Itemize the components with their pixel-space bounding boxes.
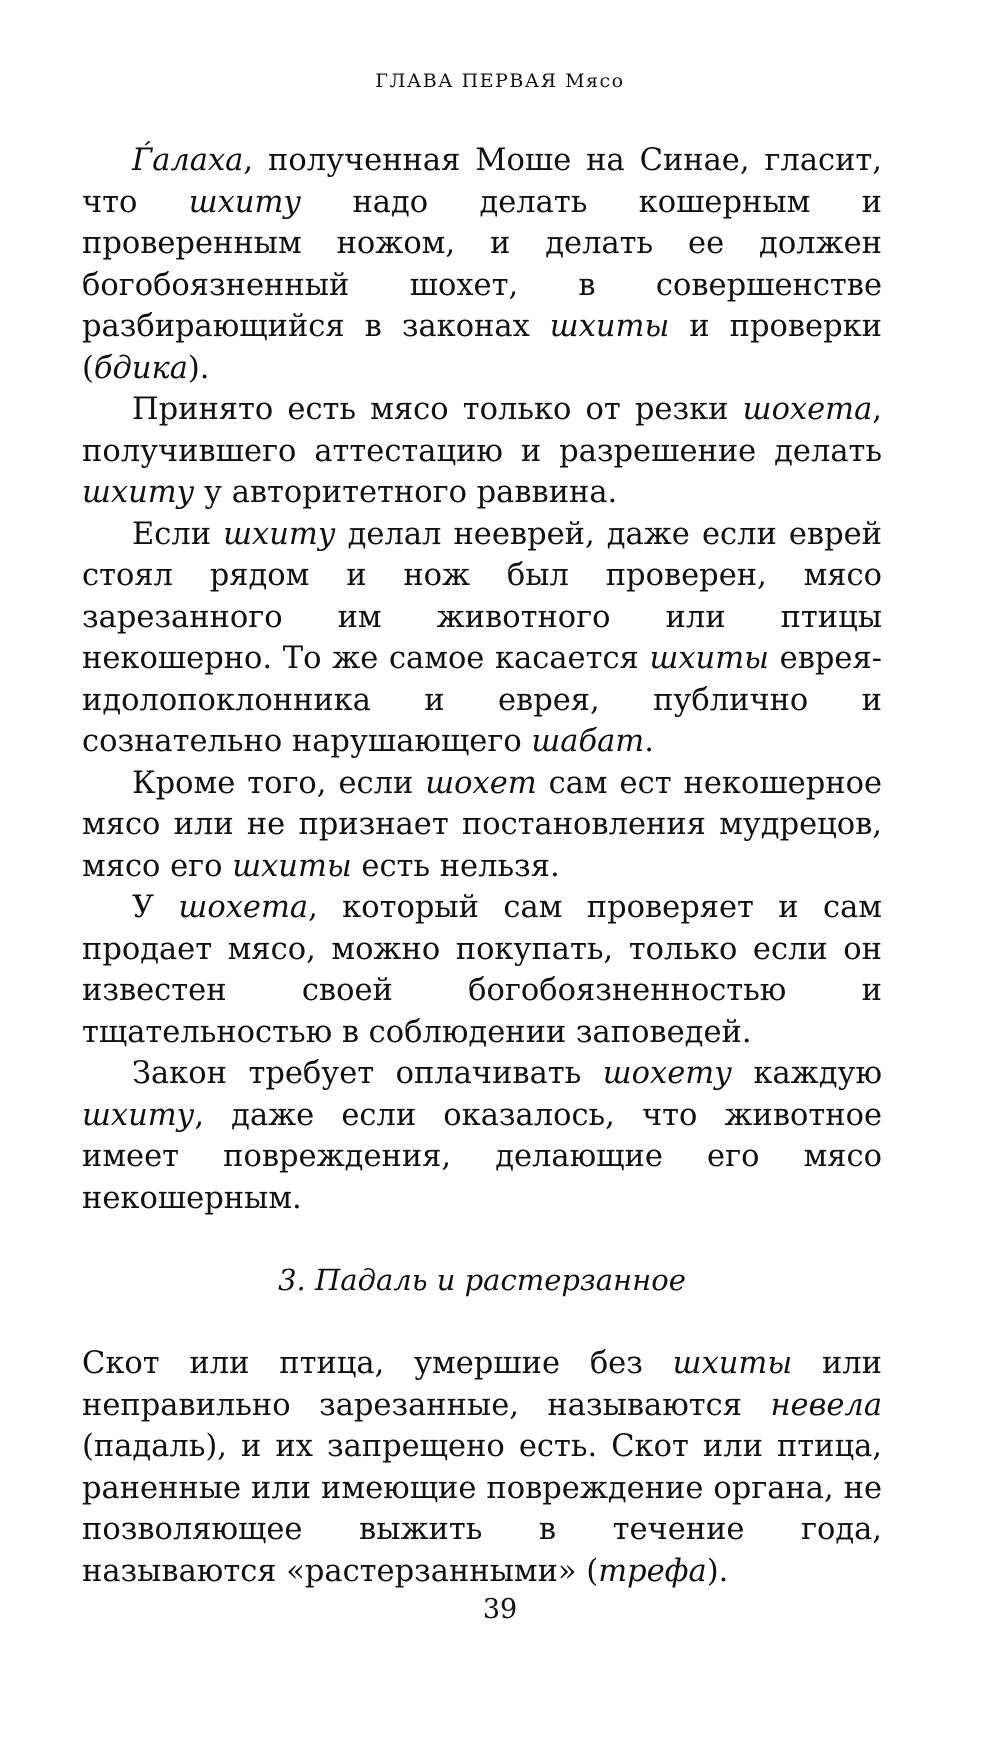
text-run: ). — [706, 1553, 729, 1589]
paragraph — [82, 514, 882, 763]
running-header: ГЛАВА ПЕРВАЯ Мясо — [375, 70, 625, 92]
text-run: надо делать кошерным и проверенным ножом, и делать ее должен богобоязненный шохет, в совершенстве разбирающийся в законах — [82, 184, 882, 344]
text-run: еврея-идолопоклонника и еврея, публично и сознательно нарушающего — [82, 641, 882, 759]
italic-term: шабат — [531, 724, 645, 759]
body-text — [82, 140, 882, 1592]
paragraph — [82, 887, 882, 1053]
italic-term: шхиты — [549, 309, 670, 344]
italic-term: шхиту — [82, 1097, 195, 1133]
text-run: у авторитетного раввина. — [194, 475, 618, 510]
text-run: ). — [187, 350, 210, 386]
text-run: делал нееврей, даже если еврей стоял рядом и нож был проверен, мясо зарезанного им животного или птицы некошерно. То же самое касается — [82, 516, 882, 676]
text-run: У — [132, 890, 179, 925]
text-run: Если — [132, 516, 224, 552]
page-number: 39 — [482, 1594, 518, 1625]
text-run: , полученная Моше на Синае, гласит, что — [82, 143, 882, 220]
paragraph — [82, 1053, 882, 1219]
text-run: каждую — [731, 1056, 882, 1091]
italic-term: трефа — [598, 1553, 707, 1589]
text-run: (падаль), и их запрещено есть. Скот или птица, раненные или имеющие повреждение органа, не позволяющее выжить в течение года, называются «растерзанными» ( — [82, 1429, 882, 1589]
paragraph — [82, 389, 882, 514]
italic-term: шхиту — [223, 516, 336, 552]
italic-term: шохета — [742, 392, 873, 427]
italic-term: шхиту — [82, 475, 195, 510]
text-run: сам ест некошерное мясо или не признает постановления мудрецов, мясо его — [82, 765, 882, 884]
italic-term: шохету — [602, 1056, 732, 1091]
italic-term: шхиты — [672, 1346, 793, 1381]
paragraph — [82, 763, 882, 888]
text-run: Кроме того, если — [132, 765, 426, 801]
italic-term: шхиты — [232, 848, 352, 884]
paragraph — [82, 1343, 882, 1592]
section-title: 3. Падаль и растерзанное — [278, 1263, 686, 1297]
text-run: , который сам проверяет и сам продает мясо, можно покупать, только если он известен своей богобоязненностью и тщательностью в соблюдении заповедей. — [82, 890, 882, 1050]
paragraph — [82, 140, 882, 389]
text-run: , даже если оказалось, что животное имеет повреждения, делающие его мясо некошерным. — [82, 1097, 882, 1216]
italic-term: шхиты — [649, 641, 769, 676]
text-run: . — [644, 724, 654, 759]
text-run: Принято есть мясо только от резки — [132, 392, 743, 427]
italic-term: Ѓалаха — [132, 143, 244, 178]
text-run: есть нельзя. — [351, 848, 560, 884]
text-run: или неправильно зарезанные, называются — [82, 1346, 882, 1423]
italic-term: невела — [770, 1387, 882, 1423]
italic-term: бдика — [93, 350, 188, 386]
text-run: Закон требует оплачивать — [132, 1056, 603, 1091]
italic-term: шохет — [425, 765, 537, 801]
italic-term: шохета — [178, 890, 309, 925]
italic-term: шхиту — [188, 184, 302, 220]
text-run: , получившего аттестацию и разрешение делать — [82, 392, 882, 469]
text-run: Скот или птица, умершие без — [82, 1346, 673, 1381]
text-run: и проверки ( — [82, 309, 882, 386]
